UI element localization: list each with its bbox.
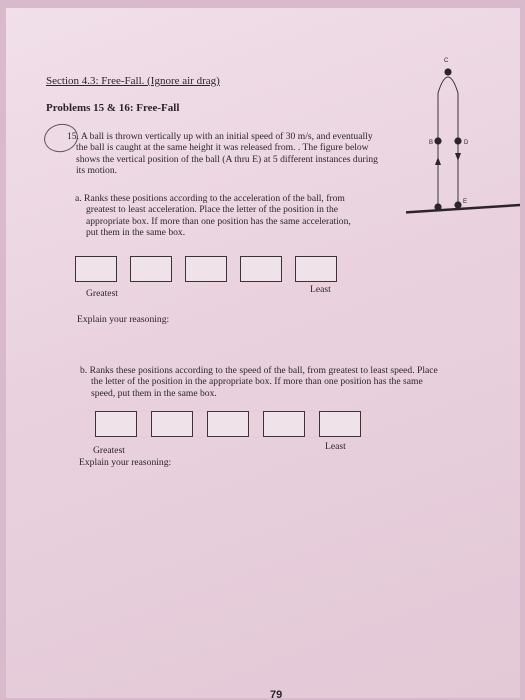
page-number: 79 [270, 689, 283, 698]
ranking-box-a-4[interactable] [240, 256, 282, 282]
trajectory-diagram [406, 53, 520, 233]
up-arrow-icon [435, 157, 441, 165]
label-c: C [444, 58, 449, 64]
ranking-box-b-3[interactable] [207, 411, 249, 437]
part-b-least-label: Least [325, 441, 346, 452]
problem-15-line: 15. A ball is thrown vertically up with an initial speed of 30 m/s, and eventually [67, 131, 373, 142]
ball-position-c [444, 68, 451, 75]
part-b-text [80, 365, 438, 399]
label-d: D [464, 140, 469, 146]
problem-15-text [67, 131, 378, 177]
section-title: Section 4.3: Free-Fall. (Ignore air drag) [46, 75, 220, 87]
problems-title: Problems 15 & 16: Free-Fall [46, 102, 180, 114]
ground-line [406, 205, 520, 213]
part-b-greatest-label: Greatest [93, 445, 125, 456]
part-a-line: greatest to least acceleration. Place the letter of the position in the [86, 204, 339, 216]
part-a-line: appropriate box. If more than one position has the same acceleration, [86, 215, 351, 227]
problem-15-line: shows the vertical position of the ball (A thru E) at 5 different instances during [76, 153, 378, 165]
problem-15-line: the ball is caught at the same height it was released from. . The figure below [76, 142, 369, 154]
ball-position-e [454, 201, 461, 208]
ball-position-d [454, 137, 461, 144]
down-arrow-icon [455, 153, 461, 161]
ranking-box-a-3[interactable] [185, 256, 227, 282]
problem-15-line: its motion. [76, 165, 118, 177]
ranking-box-b-1[interactable] [95, 411, 137, 437]
part-b-line: b. Ranks these positions according to the speed of the ball, from greatest to least speed. Place [80, 365, 438, 376]
part-a-least-label: Least [310, 284, 331, 295]
part-a-explain-label: Explain your reasoning: [77, 314, 170, 325]
worksheet-page [6, 8, 520, 698]
ball-position-a [434, 203, 441, 210]
apex-arc [438, 77, 458, 93]
part-b-line: the letter of the position in the appropriate box. If more than one position has the same [91, 376, 423, 388]
part-a-line: a. Ranks these positions according to the acceleration of the ball, from [75, 193, 345, 204]
part-a-line: put them in the same box. [86, 227, 186, 239]
ranking-box-b-5[interactable] [319, 411, 361, 437]
part-b-explain-label: Explain your reasoning: [79, 457, 172, 468]
ranking-box-b-4[interactable] [263, 411, 305, 437]
ball-position-b [434, 137, 441, 144]
label-b: B [429, 140, 434, 146]
label-e: E [463, 199, 468, 205]
ranking-box-a-2[interactable] [130, 256, 172, 282]
ranking-box-b-2[interactable] [151, 411, 193, 437]
part-b-line: speed, put them in the same box. [91, 387, 217, 399]
part-a-text [75, 193, 351, 239]
part-a-greatest-label: Greatest [86, 288, 118, 299]
ranking-box-a-5[interactable] [295, 256, 337, 282]
ranking-box-a-1[interactable] [75, 256, 117, 282]
